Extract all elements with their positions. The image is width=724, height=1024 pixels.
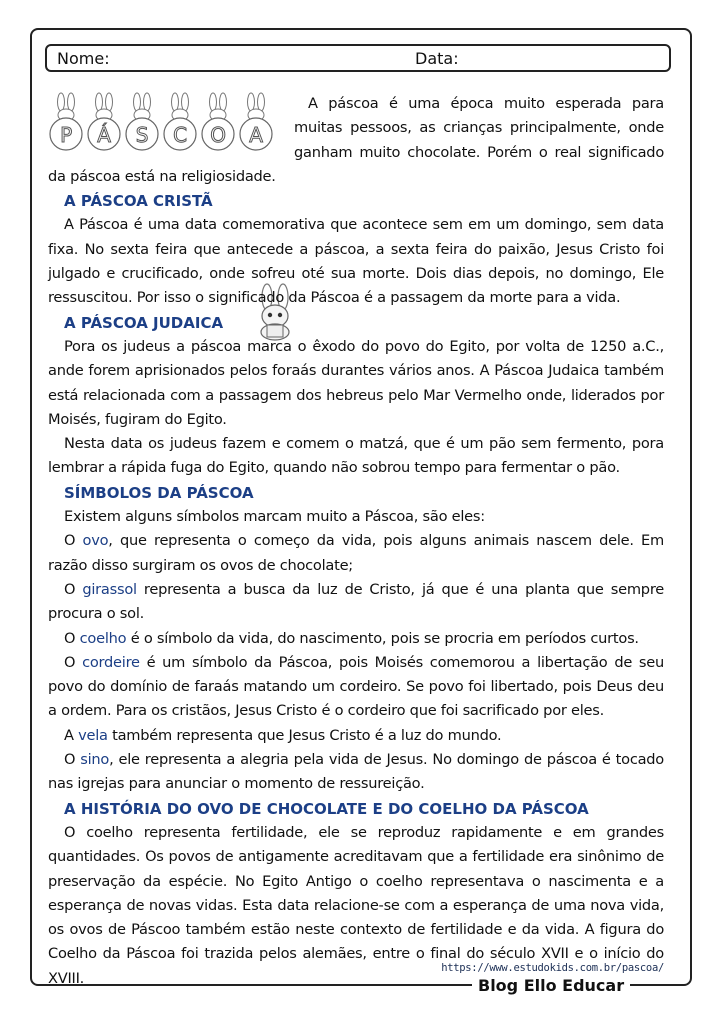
paragraph: Pora os judeus a páscoa marca o êxodo do povo do Egito, por volta de 1250 a.C., ande forem aprisionados pelos foraás durantes vários anos. A Páscoa Judaica também está relacionada com a passagem dos hebreus pelo Mar Vermelho onde, liderados por Moisés, fugiram do Egito. — [48, 337, 664, 428]
paragraph: Existem alguns símbolos marcam muito a Páscoa, são eles: — [64, 508, 485, 526]
symbol-item — [48, 651, 664, 724]
symbol-prefix: A — [64, 726, 79, 744]
symbol-description: é um símbolo da Páscoa, pois Moisés comemorou a libertação de seu povo do domínio de faraás matando um cordeiro. Se povo foi libertado, pois Deus deu a ordem. Para os cristãos, Jesus Cristo é o cordeiro que foi sacrificado por eles. — [48, 653, 664, 720]
symbol-description: também representa que Jesus Cristo é a luz do mundo. — [107, 726, 502, 744]
bunny-egg-letter-icon — [238, 92, 274, 152]
heading-simbolos: SÍMBOLOS DA PÁSCOA — [64, 483, 254, 502]
bunny-egg-letter-icon — [48, 92, 84, 152]
svg-text:S: S — [135, 123, 149, 147]
symbol-keyword: vela — [78, 726, 108, 744]
symbol-prefix: O — [64, 532, 83, 550]
symbol-prefix: O — [64, 653, 83, 671]
intro-paragraph: A páscoa é uma época muito esperada para muitas pessoos, as crianças principalmente, onde ganham muito chocolate. Porém o real significado da páscoa está na religiosidade. — [48, 95, 664, 185]
paragraph: Nesta data os judeus fazem e comem o matzá, que é um pão sem fermento, pora lembrar a rápida fuga do Egito, quando não sobrou tempo para fermentar o pão. — [48, 435, 664, 477]
symbol-keyword: coelho — [79, 629, 127, 647]
symbol-keyword: cordeire — [82, 653, 140, 671]
footer-label: Blog Ello Educar — [472, 976, 630, 995]
date-label: Data: — [415, 49, 459, 68]
bunny-egg-letter-icon — [124, 92, 160, 152]
symbol-description: , que representa o começo da vida, pois alguns animais nascem dele. Em razão disso surgiram os ovos de chocolate; — [48, 532, 664, 574]
symbol-prefix: O — [64, 629, 80, 647]
symbol-item — [48, 724, 664, 748]
name-label: Nome: — [57, 49, 110, 68]
heading-pascoa-judaica: A PÁSCOA JUDAICA — [64, 313, 224, 332]
svg-text:C: C — [173, 123, 187, 147]
bunny-egg-letter-icon — [86, 92, 122, 152]
svg-text:Á: Á — [97, 123, 111, 147]
symbol-prefix: O — [64, 580, 83, 598]
bunny-egg-letter-icon — [162, 92, 198, 152]
svg-text:O: O — [210, 123, 226, 147]
symbol-item — [48, 578, 664, 627]
symbol-item — [48, 748, 664, 797]
source-url: https://www.estudokids.com.br/pascoa/ — [441, 962, 664, 974]
heading-pascoa-crista: A PÁSCOA CRISTÃ — [64, 192, 213, 211]
symbol-item — [48, 529, 664, 578]
paragraph: A Páscoa é uma data comemorativa que acontece sem em um domingo, sem data fixa. No sexta feira que antecede a páscoa, a sexta feira do paixão, Jesus Cristo foi julgado e crucificado, onde sofreu oté sua morte. Dois dias depois, no domingo, Ele ressuscitou. Por isso o significado da Páscoa é a passagem da morte para a vida. — [48, 216, 664, 307]
name-date-box — [45, 44, 671, 72]
heading-historia: A HISTÓRIA DO OVO DE CHOCOLATE E DO COELHO DA PÁSCOA — [64, 799, 589, 818]
symbol-keyword: sino — [80, 751, 110, 769]
svg-text:A: A — [249, 123, 263, 147]
pascoa-title-art — [48, 92, 280, 152]
document-body — [48, 92, 664, 991]
symbol-prefix: O — [64, 751, 81, 769]
symbol-description: é o símbolo da vida, do nascimento, pois se procria em períodos curtos. — [126, 629, 639, 647]
symbol-keyword: ovo — [82, 532, 109, 550]
symbol-description: , ele representa a alegria pela vida de Jesus. No domingo de páscoa é tocado nas igrejas para anunciar o momento de ressureição. — [48, 751, 664, 793]
paragraph: O coelho representa fertilidade, ele se reproduz rapidamente e em grandes quantidades. Os povos de antigamente acreditavam que a fertilidade era sinônimo de preservação da espécie. No Egito Antigo o coelho representava o nascimenta e a esperança de novas vidas. Esta data relacione-se com a esperança de uma nova vida, os ovos de Páscoo também estão neste contexto de fertilidade e da vida. A figura do Coelho da Páscoa foi trazida pelos alemães, entre o final do século XVII e o início do XVIII. — [48, 823, 664, 987]
svg-text:P: P — [60, 123, 72, 147]
symbols-list — [48, 529, 664, 796]
bunny-egg-letter-icon — [200, 92, 236, 152]
symbol-item — [48, 627, 664, 651]
symbol-description: representa a busca da luz de Cristo, já que é una planta que sempre procura o sol. — [48, 580, 664, 623]
symbol-keyword: girassol — [82, 580, 137, 598]
